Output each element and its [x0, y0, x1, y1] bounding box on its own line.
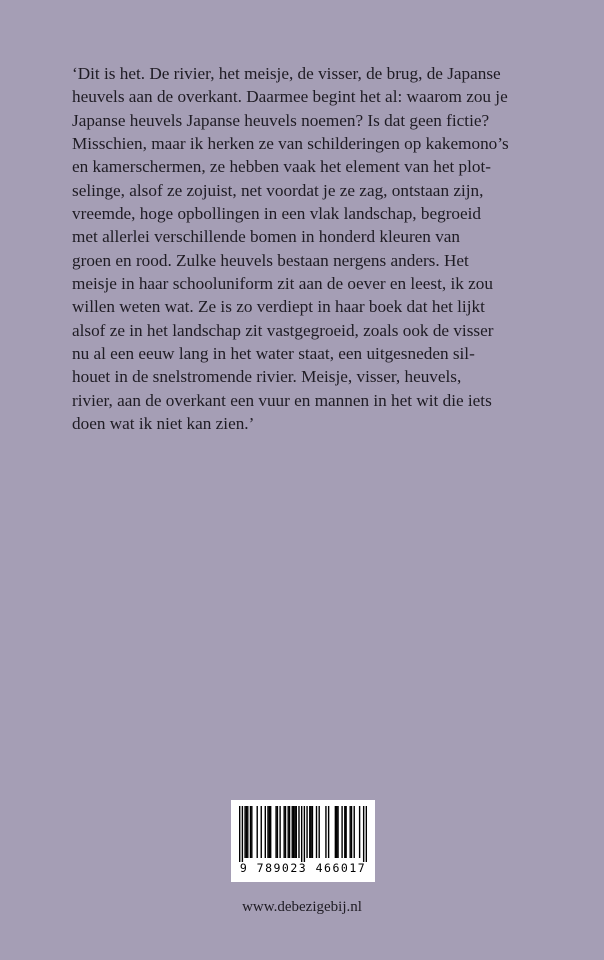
barcode-bar: [318, 806, 319, 858]
blurb-line: doen wat ik niet kan zien.’: [72, 414, 255, 434]
barcode-bar: [301, 806, 302, 862]
barcode-bar: [294, 806, 295, 858]
blurb-text: [72, 62, 552, 436]
barcode-bar: [344, 806, 345, 858]
barcode-bar: [337, 806, 338, 858]
barcode-bar: [288, 806, 289, 858]
barcode-bar: [257, 806, 258, 858]
barcode-bar: [250, 806, 251, 858]
barcode-bar: [285, 806, 286, 858]
barcode-bar: [293, 806, 294, 858]
barcode-bar: [292, 806, 293, 858]
barcode-bar: [325, 806, 326, 858]
blurb-line: willen weten wat. Ze is zo verdiept in haar boek dat het lijkt: [72, 297, 485, 317]
barcode-bar: [349, 806, 350, 858]
barcode-bar: [336, 806, 337, 858]
blurb-line: en kamerschermen, ze hebben vaak het element van het plot-: [72, 157, 491, 177]
barcode-bar: [341, 806, 342, 858]
blurb-line: alsof ze in het landschap zit vastgegroeid, zoals ook de visser: [72, 320, 494, 340]
barcode-bar: [251, 806, 252, 858]
barcode-bar: [298, 806, 299, 858]
barcode-bar: [269, 806, 270, 858]
barcode-bar: [304, 806, 305, 862]
barcode-bar: [306, 806, 307, 858]
publisher-website: www.debezigebij.nl: [242, 899, 362, 915]
barcode-bar: [279, 806, 280, 858]
barcode-bar: [270, 806, 271, 858]
isbn-barcode: [231, 800, 375, 882]
blurb-line: ‘Dit is het. De rivier, het meisje, de visser, de brug, de Japanse: [72, 64, 501, 83]
barcode-bar: [366, 806, 367, 862]
blurb-line: houet in de snelstromende rivier. Meisje, visser, heuvels,: [72, 367, 462, 387]
barcode-bar: [345, 806, 346, 858]
barcode-bar: [363, 806, 364, 862]
blurb-line: met allerlei verschillende bomen in honderd kleuren van: [72, 227, 461, 247]
blurb-line: groen en rood. Zulke heuvels bestaan nergens anders. Het: [72, 250, 469, 270]
barcode-bar: [309, 806, 310, 858]
barcode-bar: [359, 806, 360, 858]
isbn-number: 9 789023 466017: [239, 861, 367, 875]
barcode-bar: [296, 806, 297, 858]
barcode-bar: [244, 806, 245, 858]
barcode-bar: [242, 806, 243, 862]
blurb-line: vreemde, hoge opbollingen in een vlak landschap, begroeid: [72, 204, 482, 224]
barcode-bar: [239, 806, 240, 862]
blurb-line: Misschien, maar ik herken ze van schilderingen op kakemono’s: [72, 134, 509, 154]
blurb-line: meisje in haar schooluniform zit aan de oever en leest, ik zou: [72, 274, 493, 294]
blurb-line: nu al een eeuw lang in het water staat, een uitgesneden sil-: [72, 344, 475, 364]
barcode-bar: [247, 806, 248, 858]
blurb-line: selinge, alsof ze zojuist, net voordat je ze zag, ontstaan zijn,: [72, 180, 484, 200]
blurb-line: Japanse heuvels Japanse heuvels noemen? Is dat geen fictie?: [72, 110, 490, 130]
barcode-bar: [277, 806, 278, 858]
barcode-bar: [267, 806, 268, 858]
barcode-bar: [310, 806, 311, 858]
barcode-bar: [275, 806, 276, 858]
barcode-bar: [283, 806, 284, 858]
barcode-bar: [316, 806, 317, 858]
barcode-bar: [351, 806, 352, 858]
blurb-line: rivier, aan de overkant een vuur en mannen in het wit die iets: [72, 390, 492, 410]
barcode-bar: [328, 806, 329, 858]
barcode-bar: [265, 806, 266, 858]
barcode-bar: [335, 806, 336, 858]
barcode-bar: [261, 806, 262, 858]
barcode-bars: [239, 806, 367, 862]
barcode-bar: [354, 806, 355, 858]
blurb-line: heuvels aan de overkant. Daarmee begint het al: waarom zou je: [72, 87, 508, 107]
barcode-bar: [289, 806, 290, 858]
barcode-bar: [246, 806, 247, 858]
barcode-bar: [312, 806, 313, 858]
